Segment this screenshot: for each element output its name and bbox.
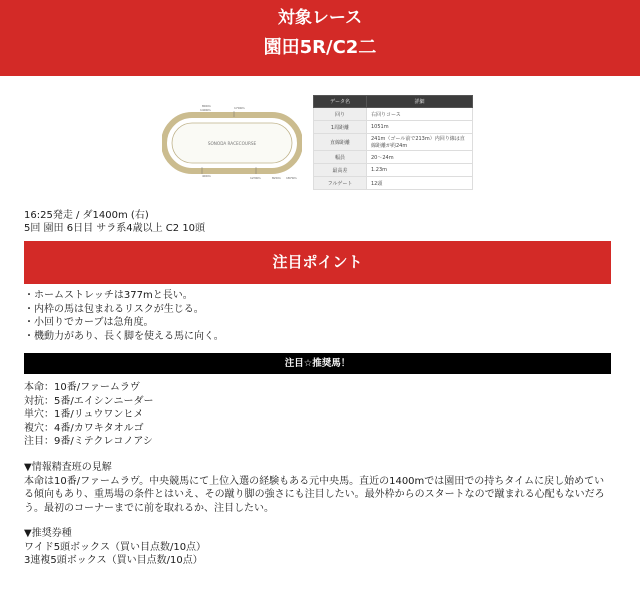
list-item: ・内枠の馬は包まれるリスクが生じる。 — [24, 303, 204, 315]
table-header-detail: 詳細 — [367, 96, 473, 108]
list-item: 本命：10番/ファームラヴ — [24, 382, 140, 393]
analysis-section — [24, 461, 614, 515]
list-item: ・小回りでカーブは急角度。 — [24, 317, 154, 328]
svg-text:820m: 820m — [272, 176, 281, 180]
picks-list — [24, 381, 153, 449]
table-row: 1周距離 1051m — [314, 121, 473, 134]
points-list — [24, 289, 224, 343]
tickets-section — [24, 527, 206, 568]
table-row: 回り 右回りコース — [314, 108, 473, 121]
header-title: 対象レース — [277, 8, 363, 28]
list-item: 3連複5頭ボックス（買い目点数/10点） — [24, 555, 203, 566]
race-time-distance: 16:25発走 / ダ1400m (右) — [24, 210, 149, 221]
course-data-table — [313, 95, 473, 190]
table-row: 幅員 20〜24m — [314, 151, 473, 164]
svg-text:1870m: 1870m — [286, 176, 297, 180]
list-item: 単穴：1番/リュウワンヒメ — [24, 409, 144, 420]
list-item: ワイド5頭ボックス（買い目点数/10点） — [24, 541, 207, 553]
list-item: ・機動力があり、長く脚を使える馬に向く。 — [24, 330, 224, 342]
race-conditions: 5回 園田 6日目 サラ系4歳以上 C2 10頭 — [24, 223, 206, 234]
points-banner: 注目ポイント — [24, 241, 611, 284]
svg-text:1400m: 1400m — [200, 108, 211, 112]
race-name: 園田5R/C2二 — [263, 37, 377, 58]
table-header-name: データ名 — [314, 96, 367, 108]
svg-text:800m: 800m — [202, 104, 211, 108]
analysis-heading: ▼情報精査班の見解 — [24, 462, 112, 473]
table-row: 最高差 1.23m — [314, 164, 473, 177]
list-item: 複穴：4番/カワキタオルゴ — [24, 422, 144, 434]
track-name-text: SONODA RACECOURSE — [207, 141, 257, 146]
list-item: ・ホームストレッチは377mと長い。 — [24, 290, 193, 301]
list-item: 注目：9番/ミテクレコノアシ — [24, 436, 153, 447]
race-info — [24, 209, 205, 235]
table-row: フルゲート 12頭 — [314, 177, 473, 190]
course-map-image — [162, 101, 302, 181]
recommend-banner: 注目☆推奨馬！ — [24, 353, 611, 374]
svg-text:1230m: 1230m — [250, 176, 261, 180]
svg-text:1700m: 1700m — [234, 106, 245, 110]
page-header — [0, 0, 640, 76]
list-item: 対抗：5番/エイシンニーダー — [24, 395, 154, 407]
analysis-body: 本命は10番/ファームラヴ。中央競馬にて上位入選の経験もある元中央馬。直近の1400mでは園田での持ちタイムに戻し始めている傾向もあり、重馬場の条件とはいえ、その蹴り脚の強さにも注目したい。最外枠からのスタートなので蹴まれる心配もないだろう。最初のコーナーまでに前を取れるか、注目したい。 — [24, 475, 605, 514]
course-section — [0, 95, 640, 205]
table-row: 直線距離 241m（ゴール前で213m）内回り線は直線距離が約24m — [314, 134, 473, 151]
svg-text:400m: 400m — [202, 174, 211, 178]
tickets-heading: ▼推奨券種 — [24, 528, 72, 539]
